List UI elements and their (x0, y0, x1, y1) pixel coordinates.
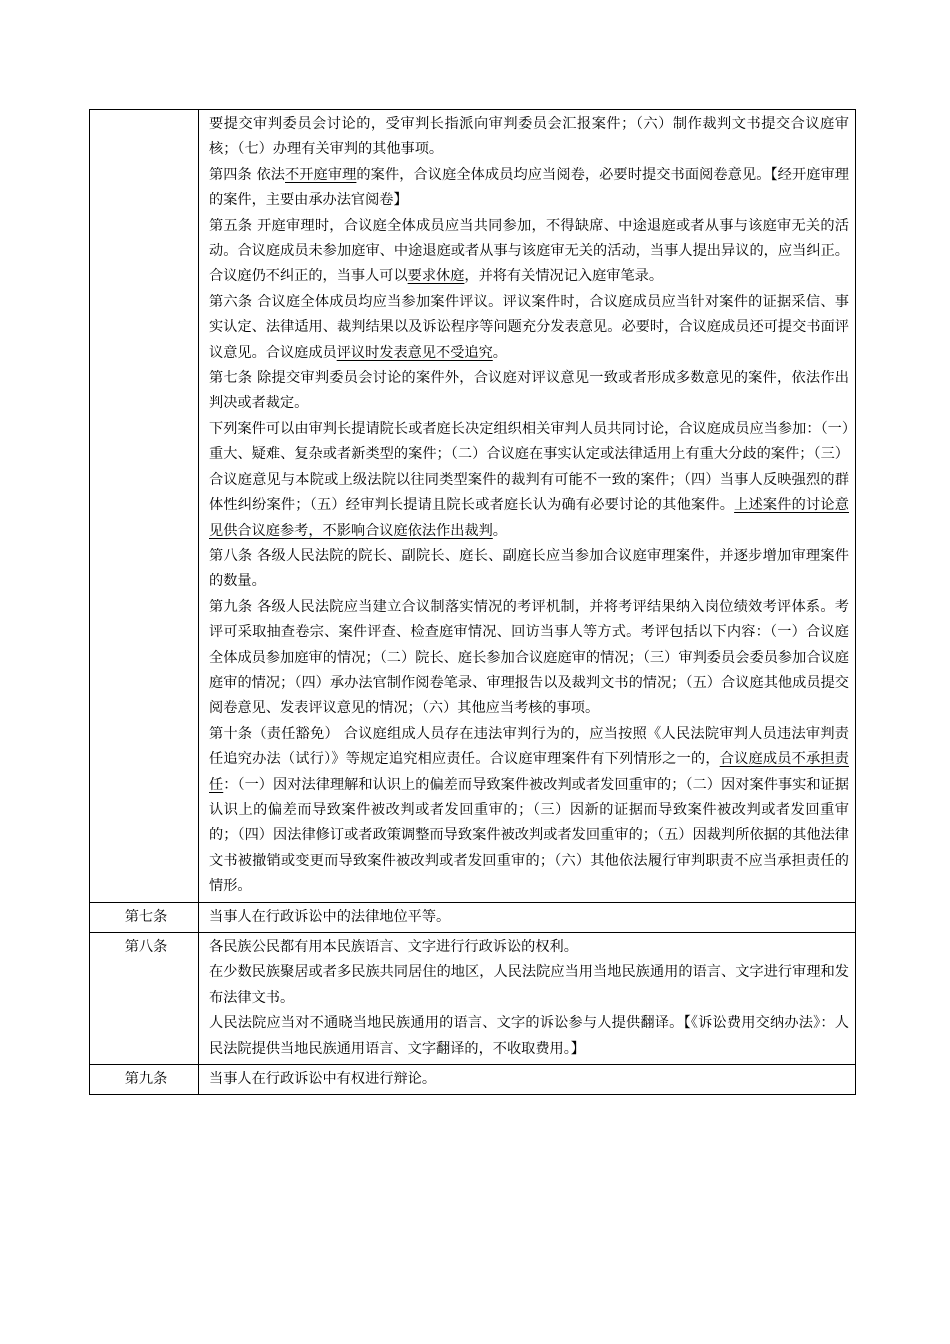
paragraph (209, 722, 849, 900)
paragraph (209, 1067, 849, 1092)
paragraph (209, 366, 849, 417)
text-segment: 第五条 开庭审理时，合议庭全体成员应当共同参加，不得缺席、中途退庭或者从事与该庭审无关的活动。合议庭成员未参加庭审、中途退庭或者从事与该庭审无关的活动，当事人提出异议的，应当纠正。合议庭仍不纠正的，当事人可以 (209, 217, 849, 285)
article-content (199, 1065, 856, 1095)
paragraph (209, 163, 849, 214)
underlined-text: 合议庭成员不承担责任 (209, 751, 849, 793)
text-segment: 当事人在行政诉讼中的法律地位平等。 (209, 908, 451, 925)
text-segment: 第七条 除提交审判委员会讨论的案件外，合议庭对评议意见一致或者形成多数意见的案件，依法作出判决或者裁定。 (209, 370, 849, 412)
underlined-text: 上述案件的讨论意见供合议庭参考，不影响合议庭依法作出裁判 (209, 497, 849, 539)
text-segment: 要提交审判委员会讨论的，受审判长指派向审判委员会汇报案件；（六）制作裁判文书提交合议庭审核；（七）办理有关审判的其他事项。 (209, 116, 849, 158)
article-content (199, 902, 856, 932)
text-segment: ，并将有关情况记入庭审笔录。 (464, 268, 664, 285)
text-segment: 人民法院应当对不通晓当地民族通用的语言、文字的诉讼参与人提供翻译。【《诉讼费用交纳办法》：人民法院提供当地民族通用语言、文字翻译的，不收取费用。】 (209, 1015, 849, 1057)
article-content (199, 110, 856, 903)
table-row (90, 110, 856, 903)
paragraph (209, 1011, 849, 1062)
text-segment: 第十条（责任豁免） 合议庭组成人员存在违法审判行为的，应当按照《人民法院审判人员违法审判责任追究办法（试行）》等规定追究相应责任。合议庭审理案件有下列情形之一的， (209, 725, 849, 768)
table-row (90, 933, 856, 1065)
text-segment: 下列案件可以由审判长提请院长或者庭长决定组织相关审判人员共同讨论，合议庭成员应当参加：（一）重大、疑难、复杂或者新类型的案件；（二）合议庭在事实认定或法律适用上有重大分歧的案件；（三）合议庭意见与本院或上级法院以往同类型案件的裁判有可能不一致的案件；（四）当事人反映强烈的群体性纠纷案件；（五）经审判长提请且院长或者庭长认为确有必要讨论的其他案件。 (209, 420, 849, 514)
table-body (90, 110, 856, 1095)
text-segment: ：（一）因对法律理解和认识上的偏差而导致案件被改判或者发回重审的；（二）因对案件事实和证据认识上的偏差而导致案件被改判或者发回重审的；（三）因新的证据而导致案件被改判或者发回重审的；（四）因法律修订或者政策调整而导致案件被改判或者发回重审的；（五）因裁判所依据的其他法律文书被撤销或变更而导致案件被改判或者发回重审的；（六）其他依法履行审判职责不应当承担责任的情形。 (209, 776, 849, 895)
text-segment: 。 (492, 522, 507, 539)
table-row (90, 902, 856, 932)
paragraph (209, 905, 849, 930)
paragraph (209, 290, 849, 366)
text-segment: 第六条 合议庭全体成员均应当参加案件评议。评议案件时，合议庭成员应当针对案件的证据采信、事实认定、法律适用、裁判结果以及诉讼程序等问题充分发表意见。必要时，合议庭成员还可提交书面评议意见。合议庭成员 (209, 293, 849, 361)
text-segment: 第八条 各级人民法院的院长、副院长、庭长、副庭长应当参加合议庭审理案件，并逐步增加审理案件的数量。 (209, 547, 849, 590)
text-segment: 各民族公民都有用本民族语言、文字进行行政诉讼的权利。 (209, 939, 578, 955)
paragraph (209, 417, 849, 544)
table-row (90, 1065, 856, 1095)
paragraph (209, 214, 849, 290)
paragraph (209, 595, 849, 722)
underlined-text: 要求休庭 (407, 268, 465, 285)
text-segment: 的案件，合议庭全体成员均应当阅卷，必要时提交书面阅卷意见。【经开庭审理的案件，主要由承办法官阅卷】 (209, 166, 849, 209)
text-segment: 。 (492, 344, 507, 361)
paragraph (209, 935, 849, 960)
paragraph (209, 112, 849, 163)
underlined-text: 不开庭审理 (285, 166, 357, 183)
article-label: 第九条 (90, 1065, 199, 1095)
text-segment: 当事人在行政诉讼中有权进行辩论。 (209, 1071, 437, 1088)
statute-table (89, 109, 856, 1095)
text-segment: 第九条 各级人民法院应当建立合议制落实情况的考评机制，并将考评结果纳入岗位绩效考评体系。考评可采取抽查卷宗、案件评查、检查庭审情况、回访当事人等方式。考评包括以下内容：（一）合议庭全体成员参加庭审的情况；（二）院长、庭长参加合议庭庭审的情况；（三）审判委员会委员参加合议庭庭审的情况；（四）承办法官制作阅卷笔录、审理报告以及裁判文书的情况；（五）合议庭其他成员提交阅卷意见、发表评议意见的情况；（六）其他应当考核的事项。 (209, 598, 849, 717)
article-content (199, 933, 856, 1065)
paragraph (209, 544, 849, 595)
paragraph (209, 960, 849, 1011)
text-segment: 在少数民族聚居或者多民族共同居住的地区，人民法院应当用当地民族通用的语言、文字进行审理和发布法律文书。 (209, 964, 849, 1006)
underlined-text: 评议时发表意见不受追究 (336, 344, 493, 361)
article-label (90, 110, 199, 903)
article-label: 第七条 (90, 902, 199, 932)
text-segment: 第四条 依法 (209, 166, 285, 183)
article-label: 第八条 (90, 933, 199, 1065)
